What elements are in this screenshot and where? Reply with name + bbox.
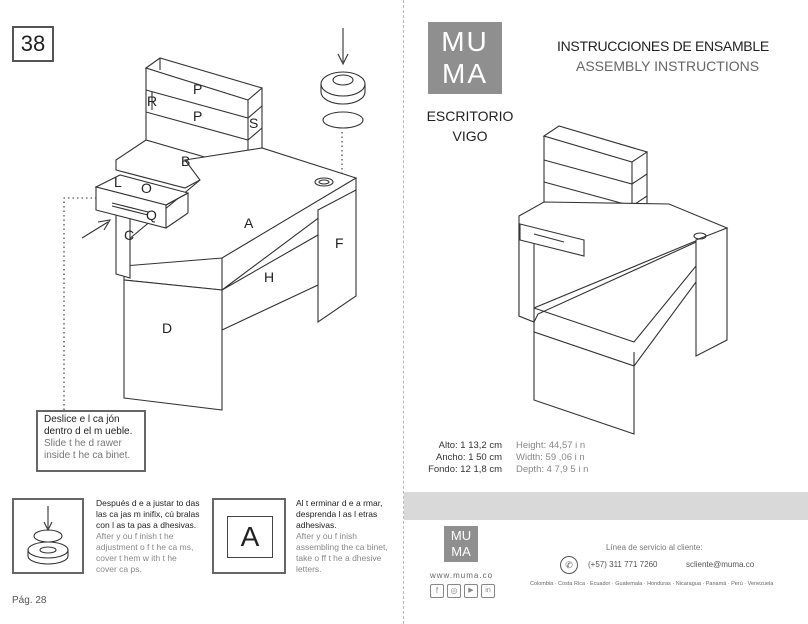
part-label: B [181,153,191,169]
gray-band [404,492,808,520]
adhesive-letter: A [227,516,273,558]
product-line: VIGO [452,128,488,144]
note-es-line: Deslice e l ca jón [44,414,120,425]
dimension-line: Ancho: 1 50 cm [435,452,502,463]
part-label: A [244,215,254,231]
cover-cap-icon [14,500,82,572]
product-line: ESCRITORIO [426,108,514,124]
logo-text-top: MU [441,26,489,57]
phone-icon: ✆ [560,556,578,574]
note-en-line: Slide t he d rawer [44,438,122,449]
tip-en-line: cover ca ps. [96,564,142,574]
tip-en-line: cover t hem w ith t he [96,553,177,563]
part-label: F [335,235,344,251]
dimensions-es [420,440,502,476]
muma-logo [428,22,502,94]
tip-en-line: adjustment o f t he ca ms, [96,542,194,552]
page-number: Pág. 28 [12,595,47,606]
instagram-icon[interactable]: ◎ [447,584,461,598]
dimension-line: Depth: 4 7,9 5 i n [516,464,589,475]
tip-es-line: Al t erminar d e a rmar, [296,498,383,508]
youtube-icon[interactable]: ▶ [464,584,478,598]
logo-text-top: MU [450,528,472,543]
dimension-line: Height: 44,57 i n [516,440,586,451]
part-label: C [124,227,135,243]
product-illustration [404,100,808,440]
logo-text-bottom: MA [442,58,488,89]
tip-es-line: las ca jas m inifix, cú bralas [96,509,200,519]
part-label: O [141,180,152,196]
service-label: Línea de servicio al cliente: [606,543,703,552]
dimension-line: Alto: 1 13,2 cm [438,440,502,451]
part-label: H [264,269,275,285]
website-link[interactable]: www.muma.co [430,571,494,580]
letter-tip-text [296,498,402,575]
phone-number[interactable]: (+57) 311 771 7260 [588,560,658,569]
facebook-icon[interactable]: f [430,584,444,598]
tip-es-line: adhesivas. [296,520,337,530]
step-number: 38 [12,26,54,62]
muma-logo-small [444,526,478,562]
cap-tip-text [96,498,206,575]
part-label: D [162,320,173,336]
linkedin-icon[interactable]: in [481,584,495,598]
tip-en-line: assembling the ca binet, [296,542,388,552]
countries-list: Colombia · Costa Rica · Ecuador · Guatemala · Honduras · Nicaragua · Panamá · Perú · Venezuela [530,581,774,587]
part-label: Q [146,207,157,223]
dimensions-en [516,440,606,476]
cap-tip-icon-box [12,498,84,574]
title-es: INSTRUCCIONES DE ENSAMBLE [557,38,769,54]
tip-en-line: After y ou f inish [296,531,357,541]
logo-text-bottom: MA [451,544,471,559]
part-label: R [147,93,158,109]
title-en: ASSEMBLY INSTRUCTIONS [576,58,760,74]
note-es-line: dentro d el m ueble. [44,426,133,437]
part-label: P [193,81,203,97]
tip-en-line: take o ff t he a dhesive [296,553,382,563]
tip-en-line: letters. [296,564,322,574]
part-label: S [249,115,259,131]
tip-en-line: After y ou f inish t he [96,531,174,541]
part-label: L [114,174,122,190]
email-address[interactable]: scliente@muma.co [686,560,755,569]
tip-es-line: desprenda l as l etras [296,509,378,519]
tip-es-line: con l as ta pas a dhesivas. [96,520,197,530]
part-label: P [193,108,203,124]
tip-es-line: Después d e a justar to das [96,498,200,508]
letter-tip-box [212,498,286,574]
note-en-line: inside t he ca binet. [44,450,131,461]
dimension-line: Fondo: 12 1,8 cm [428,464,502,475]
dimension-line: Width: 59 ,06 i n [516,452,585,463]
social-icons [430,584,495,598]
instruction-note [36,410,146,472]
